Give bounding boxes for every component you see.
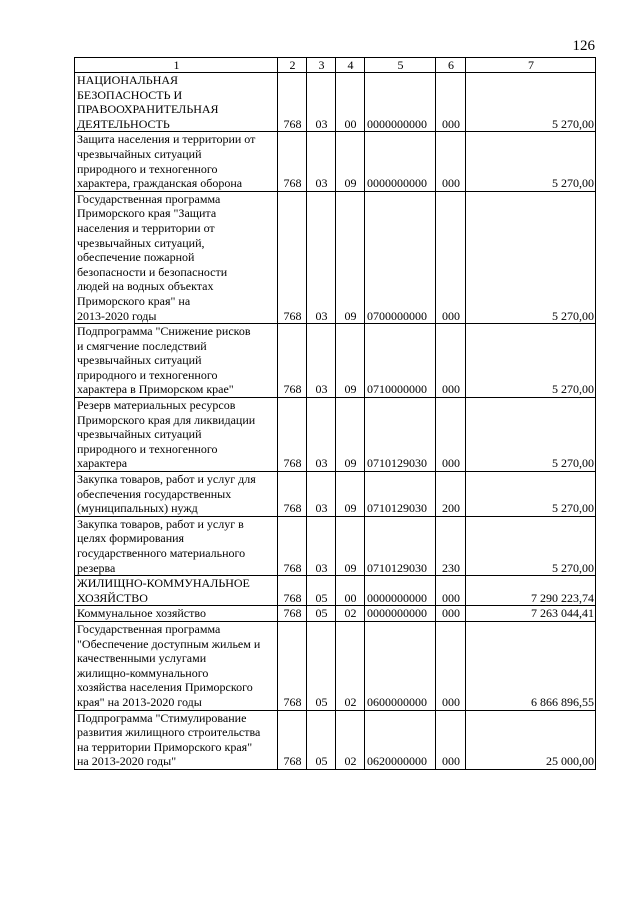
row-admin-code: 768 — [278, 576, 307, 606]
row-section: 03 — [307, 132, 336, 191]
row-expense-type: 000 — [436, 576, 466, 606]
row-name: Коммунальное хозяйство — [75, 606, 278, 622]
row-name: Подпрограмма "Снижение рисков и смягчение последствий чрезвычайных ситуаций природного и техногенного характера в Приморском крае" — [75, 324, 278, 398]
row-expense-type: 000 — [436, 324, 466, 398]
header-col-1: 1 — [75, 58, 278, 73]
table-row — [75, 73, 596, 132]
row-admin-code: 768 — [278, 606, 307, 622]
row-subsection: 00 — [336, 73, 365, 132]
table-row — [75, 516, 596, 575]
row-expense-type: 000 — [436, 710, 466, 769]
table-row — [75, 191, 596, 323]
table-row — [75, 621, 596, 710]
row-name: Резерв материальных ресурсов Приморского края для ликвидации чрезвычайных ситуаций природного и техногенного характера — [75, 398, 278, 472]
row-section: 05 — [307, 576, 336, 606]
row-name: Защита населения и территории от чрезвычайных ситуаций природного и техногенного характера, гражданская оборона — [75, 132, 278, 191]
header-col-4: 4 — [336, 58, 365, 73]
row-name: Закупка товаров, работ и услуг для обеспечения государственных (муниципальных) нужд — [75, 472, 278, 517]
row-name: НАЦИОНАЛЬНАЯ БЕЗОПАСНОСТЬ И ПРАВООХРАНИТЕЛЬНАЯ ДЕЯТЕЛЬНОСТЬ — [75, 73, 278, 132]
table-row — [75, 710, 596, 769]
row-admin-code: 768 — [278, 132, 307, 191]
row-target-item: 0000000000 — [365, 132, 436, 191]
row-subsection: 09 — [336, 472, 365, 517]
header-col-7: 7 — [466, 58, 596, 73]
row-amount: 7 263 044,41 — [466, 606, 596, 622]
row-target-item: 0000000000 — [365, 576, 436, 606]
row-subsection: 09 — [336, 132, 365, 191]
row-target-item: 0620000000 — [365, 710, 436, 769]
table-row — [75, 576, 596, 606]
header-col-3: 3 — [307, 58, 336, 73]
table-row — [75, 132, 596, 191]
row-section: 03 — [307, 398, 336, 472]
header-col-6: 6 — [436, 58, 466, 73]
row-amount: 5 270,00 — [466, 324, 596, 398]
table-row — [75, 398, 596, 472]
row-amount: 5 270,00 — [466, 73, 596, 132]
row-admin-code: 768 — [278, 73, 307, 132]
page-number: 126 — [572, 38, 595, 54]
row-subsection: 09 — [336, 191, 365, 323]
row-target-item: 0700000000 — [365, 191, 436, 323]
row-section: 03 — [307, 516, 336, 575]
row-subsection: 09 — [336, 516, 365, 575]
header-col-5: 5 — [365, 58, 436, 73]
row-admin-code: 768 — [278, 621, 307, 710]
row-target-item: 0000000000 — [365, 606, 436, 622]
row-admin-code: 768 — [278, 516, 307, 575]
row-amount: 5 270,00 — [466, 516, 596, 575]
row-expense-type: 000 — [436, 606, 466, 622]
row-target-item: 0710129030 — [365, 516, 436, 575]
row-admin-code: 768 — [278, 710, 307, 769]
row-name: ЖИЛИЩНО-КОММУНАЛЬНОЕ ХОЗЯЙСТВО — [75, 576, 278, 606]
row-amount: 6 866 896,55 — [466, 621, 596, 710]
row-admin-code: 768 — [278, 324, 307, 398]
row-admin-code: 768 — [278, 191, 307, 323]
header-row — [75, 58, 596, 73]
row-section: 05 — [307, 606, 336, 622]
row-expense-type: 000 — [436, 621, 466, 710]
row-target-item: 0710129030 — [365, 398, 436, 472]
row-section: 03 — [307, 191, 336, 323]
row-amount: 5 270,00 — [466, 132, 596, 191]
row-name: Государственная программа "Обеспечение доступным жильем и качественными услугами жилищно-коммунального хозяйства населения Приморского края" на 2013-2020 годы — [75, 621, 278, 710]
row-amount: 5 270,00 — [466, 191, 596, 323]
row-admin-code: 768 — [278, 398, 307, 472]
row-section: 03 — [307, 73, 336, 132]
row-name: Закупка товаров, работ и услуг в целях формирования государственного материального резерва — [75, 516, 278, 575]
row-subsection: 02 — [336, 606, 365, 622]
row-target-item: 0000000000 — [365, 73, 436, 132]
row-amount: 5 270,00 — [466, 472, 596, 517]
budget-table — [74, 57, 596, 770]
row-admin-code: 768 — [278, 472, 307, 517]
table-row — [75, 606, 596, 622]
table-row — [75, 324, 596, 398]
header-col-2: 2 — [278, 58, 307, 73]
row-subsection: 02 — [336, 621, 365, 710]
row-expense-type: 000 — [436, 191, 466, 323]
row-amount: 25 000,00 — [466, 710, 596, 769]
row-name: Государственная программа Приморского края "Защита населения и территории от чрезвычайных ситуаций, обеспечение пожарной безопасности и безопасности людей на водных объектах Приморского края" на 2013-2020 годы — [75, 191, 278, 323]
table-row — [75, 472, 596, 517]
row-section: 03 — [307, 472, 336, 517]
row-expense-type: 200 — [436, 472, 466, 517]
row-target-item: 0600000000 — [365, 621, 436, 710]
row-section: 05 — [307, 621, 336, 710]
row-subsection: 02 — [336, 710, 365, 769]
row-expense-type: 000 — [436, 398, 466, 472]
row-name: Подпрограмма "Стимулирование развития жилищного строительства на территории Приморского края" на 2013-2020 годы" — [75, 710, 278, 769]
row-expense-type: 230 — [436, 516, 466, 575]
row-subsection: 09 — [336, 398, 365, 472]
row-section: 03 — [307, 324, 336, 398]
row-expense-type: 000 — [436, 73, 466, 132]
row-amount: 5 270,00 — [466, 398, 596, 472]
row-target-item: 0710000000 — [365, 324, 436, 398]
row-expense-type: 000 — [436, 132, 466, 191]
row-target-item: 0710129030 — [365, 472, 436, 517]
row-subsection: 09 — [336, 324, 365, 398]
row-amount: 7 290 223,74 — [466, 576, 596, 606]
row-section: 05 — [307, 710, 336, 769]
row-subsection: 00 — [336, 576, 365, 606]
